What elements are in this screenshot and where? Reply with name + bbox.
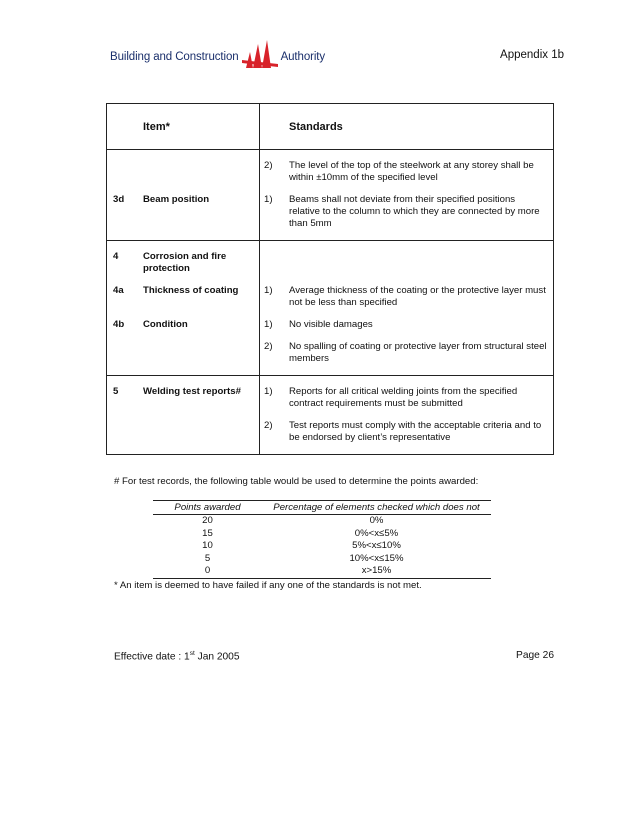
percentage-value: x>15% xyxy=(262,565,491,578)
item-name: Thickness of coating xyxy=(141,275,260,309)
table-row xyxy=(107,331,554,376)
item-name: Welding test reports# xyxy=(141,376,260,411)
test-records-note: # For test records, the following table would be used to determine the points awarded: xyxy=(114,476,479,487)
table-row xyxy=(107,410,554,455)
table-row xyxy=(153,540,491,553)
standards-table xyxy=(106,103,554,455)
points-value: 0 xyxy=(153,565,262,578)
item-number: 4b xyxy=(107,309,142,331)
table-header-row xyxy=(107,104,554,150)
percentage-value: 0%<x≤5% xyxy=(354,527,399,539)
std-num: 1) xyxy=(260,184,290,241)
std-text: The level of the top of the steelwork at any storey shall be within ±10mm of the specified level xyxy=(289,150,554,185)
std-text: No spalling of coating or protective layer from structural steel members xyxy=(289,331,554,376)
points-value: 20 xyxy=(202,515,213,526)
effective-date-prefix: Effective date : 1 xyxy=(114,651,190,663)
table-row xyxy=(107,184,554,241)
effective-date xyxy=(114,650,240,662)
table-row xyxy=(107,241,554,276)
table-row xyxy=(153,553,491,566)
table-row xyxy=(107,150,554,185)
header-points: Points awarded xyxy=(153,501,262,515)
std-text: Test reports must comply with the acceptable criteria and to be endorsed by client’s representative xyxy=(289,410,554,455)
logo-text-right: Authority xyxy=(280,51,326,63)
table-row xyxy=(153,528,491,541)
logo-text-left: Building and Construction xyxy=(110,51,239,63)
failure-note: * An item is deemed to have failed if any one of the standards is not met. xyxy=(114,580,422,591)
percentage-value: 10%<x≤15% xyxy=(349,552,404,564)
page-number: Page 26 xyxy=(516,650,554,661)
points-value: 10 xyxy=(202,540,213,551)
percentage-value: 0% xyxy=(369,515,384,526)
item-number: 5 xyxy=(107,376,142,411)
points-value: 15 xyxy=(202,527,213,539)
std-text: Beams shall not deviate from their specified positions relative to the column to which they are connected by more than 5mm xyxy=(289,184,554,241)
table-row xyxy=(107,275,554,309)
appendix-label: Appendix 1b xyxy=(500,49,564,61)
std-num: 1) xyxy=(264,386,273,397)
item-name: Corrosion and fire protection xyxy=(141,241,260,276)
effective-date-suffix: Jan 2005 xyxy=(194,651,240,663)
std-text: Average thickness of the coating or the protective layer must not be less than specified xyxy=(289,275,554,309)
std-num: 2) xyxy=(260,331,290,376)
table-row xyxy=(107,309,554,331)
std-text: Reports for all critical welding joints from the specified contract requirements must be submitted xyxy=(289,376,554,411)
std-text: No visible damages xyxy=(289,309,554,331)
header-standards: Standards xyxy=(289,104,554,150)
item-name: Beam position xyxy=(141,184,260,241)
std-num: 1) xyxy=(264,285,273,296)
std-num: 2) xyxy=(264,160,273,171)
std-num: 2) xyxy=(260,410,290,455)
points-table xyxy=(153,500,491,579)
bca-logo-icon xyxy=(240,38,280,72)
item-number: 4a xyxy=(107,275,142,309)
bca-logo xyxy=(110,38,325,72)
header-percentage: Percentage of elements checked which does not xyxy=(262,501,491,515)
effective-date-sup: st xyxy=(189,650,195,657)
points-value: 5 xyxy=(204,552,211,564)
std-num: 1) xyxy=(264,319,273,330)
table-row xyxy=(107,376,554,411)
item-number: 4 xyxy=(107,241,142,276)
points-header-row xyxy=(153,501,491,515)
percentage-value: 5%<x≤10% xyxy=(352,540,401,551)
header-item: Item* xyxy=(141,104,260,150)
item-number: 3d xyxy=(107,184,142,241)
table-row xyxy=(153,565,491,578)
table-row xyxy=(153,515,491,528)
item-name: Condition xyxy=(141,309,260,331)
